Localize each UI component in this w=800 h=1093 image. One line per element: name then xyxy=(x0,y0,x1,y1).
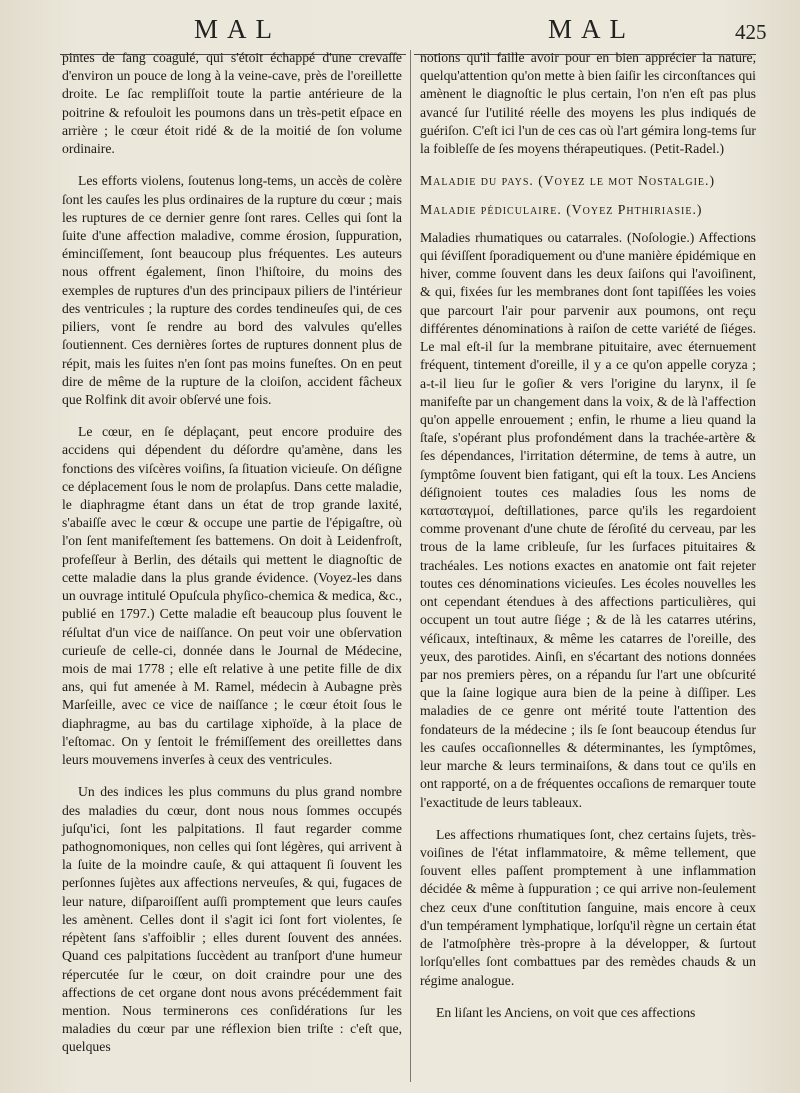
entry-heading: Maladie du pays. (Voyez le mot Nostalgie.) xyxy=(420,173,715,189)
paragraph: Maladies rhumatiques ou catarrales. (Noſologie.) Affections qui ſéviſſent ſporadiquement ou d'une manière épidémique en hiver, comme ſouvent dans les deux ſaiſons qui l'avoiſinent, & qui, fixées ſur les membranes dont ſont tapiſſées les voies que parcourt l'air pour parvenir aux poumons, ont reçu différentes dénominations à raiſon de cette variété de ſiéges. Le mal eſt-il ſur la membrane pituitaire, avec éternuement fréquent, tintement d'oreille, il y a ce qu'on appelle coryza ; a-t-il lieu ſur le goſier & vers l'origine du larynx, il ſe manifeſte par un changement dans la voix, & de là l'affection qu'on appelle enrouement ; enfin, le rhume a lieu quand la ſtaſe, s'opérant plus profondément dans la trachée-artère & ſes dépendances, l'irritation détermine, de tems à autre, un ſymptôme ſouvent bien fatigant, qui eſt la toux. Les Anciens déſignoient toutes ces maladies ſous les noms de κατασταγμοί, deſtillationes, parce qu'ils les regardoient comme provenant d'une chute de ſéroſité du cerveau, par les trous de la lame cribleuſe, ſur les ſurfaces pituitaires & trachéales. Les notions exactes en anatomie ont fait rejeter toutes ces dénominations vicieuſes. Les écoles nouvelles les ont cependant étendues à des affections particulières, qui occupent un tout autre ſiége ; & de là les catarres utérins, véſicaux, inteſtinaux, & même les catarres de l'oreille, des yeux, des parotides. Ainſi, en s'écartant des notions données par nos premiers pères, on a répandu ſur l'art une obſcurité que la ſaine logique aura bien de la peine à diſſiper. Les maladies de ce genre ont mérité toute l'attention des fondateurs de la médecine ; ils ſe ſont beaucoup étendus ſur les cauſes occaſionnelles & déterminantes, les ſymptômes, leur marche & leurs terminaiſons, & dans tout ce qu'ils en ont rapporté, on a de fréquentes occaſions de remarquer toute l'exactitude de leurs tableaux. xyxy=(420,229,756,810)
paragraph: notions qu'il faille avoir pour en bien apprécier la nature, quelqu'attention qu'on mette à bien ſaiſir les circonſtances qui amènent le diagnoſtic le plus certain, l'on n'en eſt pas plus avancé ſur l'utilité réelle des moyens les plus indiqués de guériſon. C'eſt ici l'un de ces cas où l'art gémira long-tems ſur la foibleſſe de ſes moyens thérapeutiques. (Petit-Radel.) xyxy=(420,50,756,157)
left-column xyxy=(62,49,402,1071)
running-head-right: MAL xyxy=(548,14,635,44)
entry-heading: Maladie pédiculaire. (Voyez Phthiriasie.) xyxy=(420,201,703,217)
paragraph: Les affections rhumatiques ſont, chez certains ſujets, très-voiſines de l'état inflammatoire, & même tellement, que ſouvent elles paſſent promptement à une inflammation décidée & même à ſuppuration ; ce qui arrive non-ſeulement chez ceux d'une conſtitution ſanguine, mais encore à ceux d'un tempérament lymphatique, lorſqu'il règne un certain état de l'atmoſphère très-propre à la développer, & ſurtout lorſqu'elles ſont combattues par des remèdes chauds & un régime analogue. xyxy=(420,826,756,988)
running-head-left: MAL xyxy=(194,14,281,44)
paragraph: pintes de ſang coagulé, qui s'étoit échappé d'une crevaſſe d'environ un pouce de long à la veine-cave, près de l'oreillette droite. Le ſac rempliſſoit toute la partie antérieure de la poitrine & refouloit les poumons dans un très-petit eſpace en arrière ; le cœur étoit ridé & de la moitié de ſon volume ordinaire. xyxy=(62,50,402,157)
paragraph: Les efforts violens, ſoutenus long-tems, un accès de colère ſont les cauſes les plus ordinaires de la rupture du cœur ; mais les ruptures de ce dernier genre ſont rares. Celles qui ſont la ſuite d'une affection maladive, comme érosion, ſuppuration, éminciſſement, ſont beaucoup plus fréquentes. Les auteurs nous offrent également, ſinon l'hiſtoire, du moins des exemples de ruptures d'un des principaux piliers de l'intérieur des ventricules ; la rupture des cordes tendineuſes qui, de ces piliers, vont ſe rendre au bord des valvules qu'elles ſoutiennent. Ces dernières ſortes de ruptures donnent plus de répit, mais les ſuites n'en ſont pas moins funeſtes. On en peut dire de même de la rupture de la cloiſon, accident fâcheux que Rolfink dit avoir obſervé une fois. xyxy=(62,173,402,407)
paragraph: Le cœur, en ſe déplaçant, peut encore produire des accidens qui dépendent du déſordre qu'amène, dans les fonctions des viſcères voiſins, ſa ſituation vicieuſe. On déſigne ce déplacement ſous le nom de prolapſus. Dans cette maladie, le diaphragme étant dans un état de trop grande laxité, s'abaiſſe avec le cœur & occupe une partie de l'épigaſtre, où l'on ſent manifeſtement ſes battemens. On doit à Leidenfroſt, profeſſeur à Berlin, des détails qui mettent le diagnoſtic de cette maladie dans la plus grande évidence. (Voyez-les dans un ouvrage intitulé Opuſcula phyſico-chemica & medica, &c., publié en 1797.) Cette maladie eſt beaucoup plus ſouvent le réſultat d'un vice de naiſſance. On peut voir une obſervation curieuſe de celle-ci, donnée dans le Journal de Médecine, mois de mai 1778 ; elle eſt relative à une petite fille de dix ans, qui fut amenée à M. Ramel, médecin à Aubagne près Marſeille, avec ce vice de naiſſance ; le cœur étoit ſous le diaphragme, au bas du cartilage xiphoïde, à la place de l'eſtomac. On y ſentoit le frémiſſement des oreillettes dans leurs mouvemens inverſes à ceux des ventricules. xyxy=(62,424,402,768)
column-divider xyxy=(410,50,411,1082)
paragraph: Un des indices les plus communs du plus grand nombre des maladies du cœur, dont nous nous ſommes occupés juſqu'ici, ſont les palpitations. Il faut regarder comme pathognomoniques, non celles qui ſont légères, qui arrivent à la ſuite de la moindre cauſe, & qui attaquent ſi ſouvent les perſonnes ſujètes aux affections nerveuſes, & qui, fugaces de leur nature, diſparoiſſent auſſi promptement que leurs cauſes les amènent. Celles dont il s'agit ici ſont fort violentes, ſe répètent ſans s'affoiblir ; elles durent ſouvent des années. Quand ces palpitations ſuccèdent au tranſport d'une humeur répercutée ſur le cœur, on doit craindre pour une des affections de cet organe dont nous avons précédemment fait mention. Nous terminerons ces conſidérations ſur les maladies du cœur par une réflexion bien triſte : c'eſt que, quelques xyxy=(62,784,402,1055)
right-column xyxy=(420,49,756,1036)
paragraph: En liſant les Anciens, on voit que ces affections xyxy=(436,1004,696,1020)
page-number: 425 xyxy=(735,20,767,44)
running-head xyxy=(0,14,800,50)
